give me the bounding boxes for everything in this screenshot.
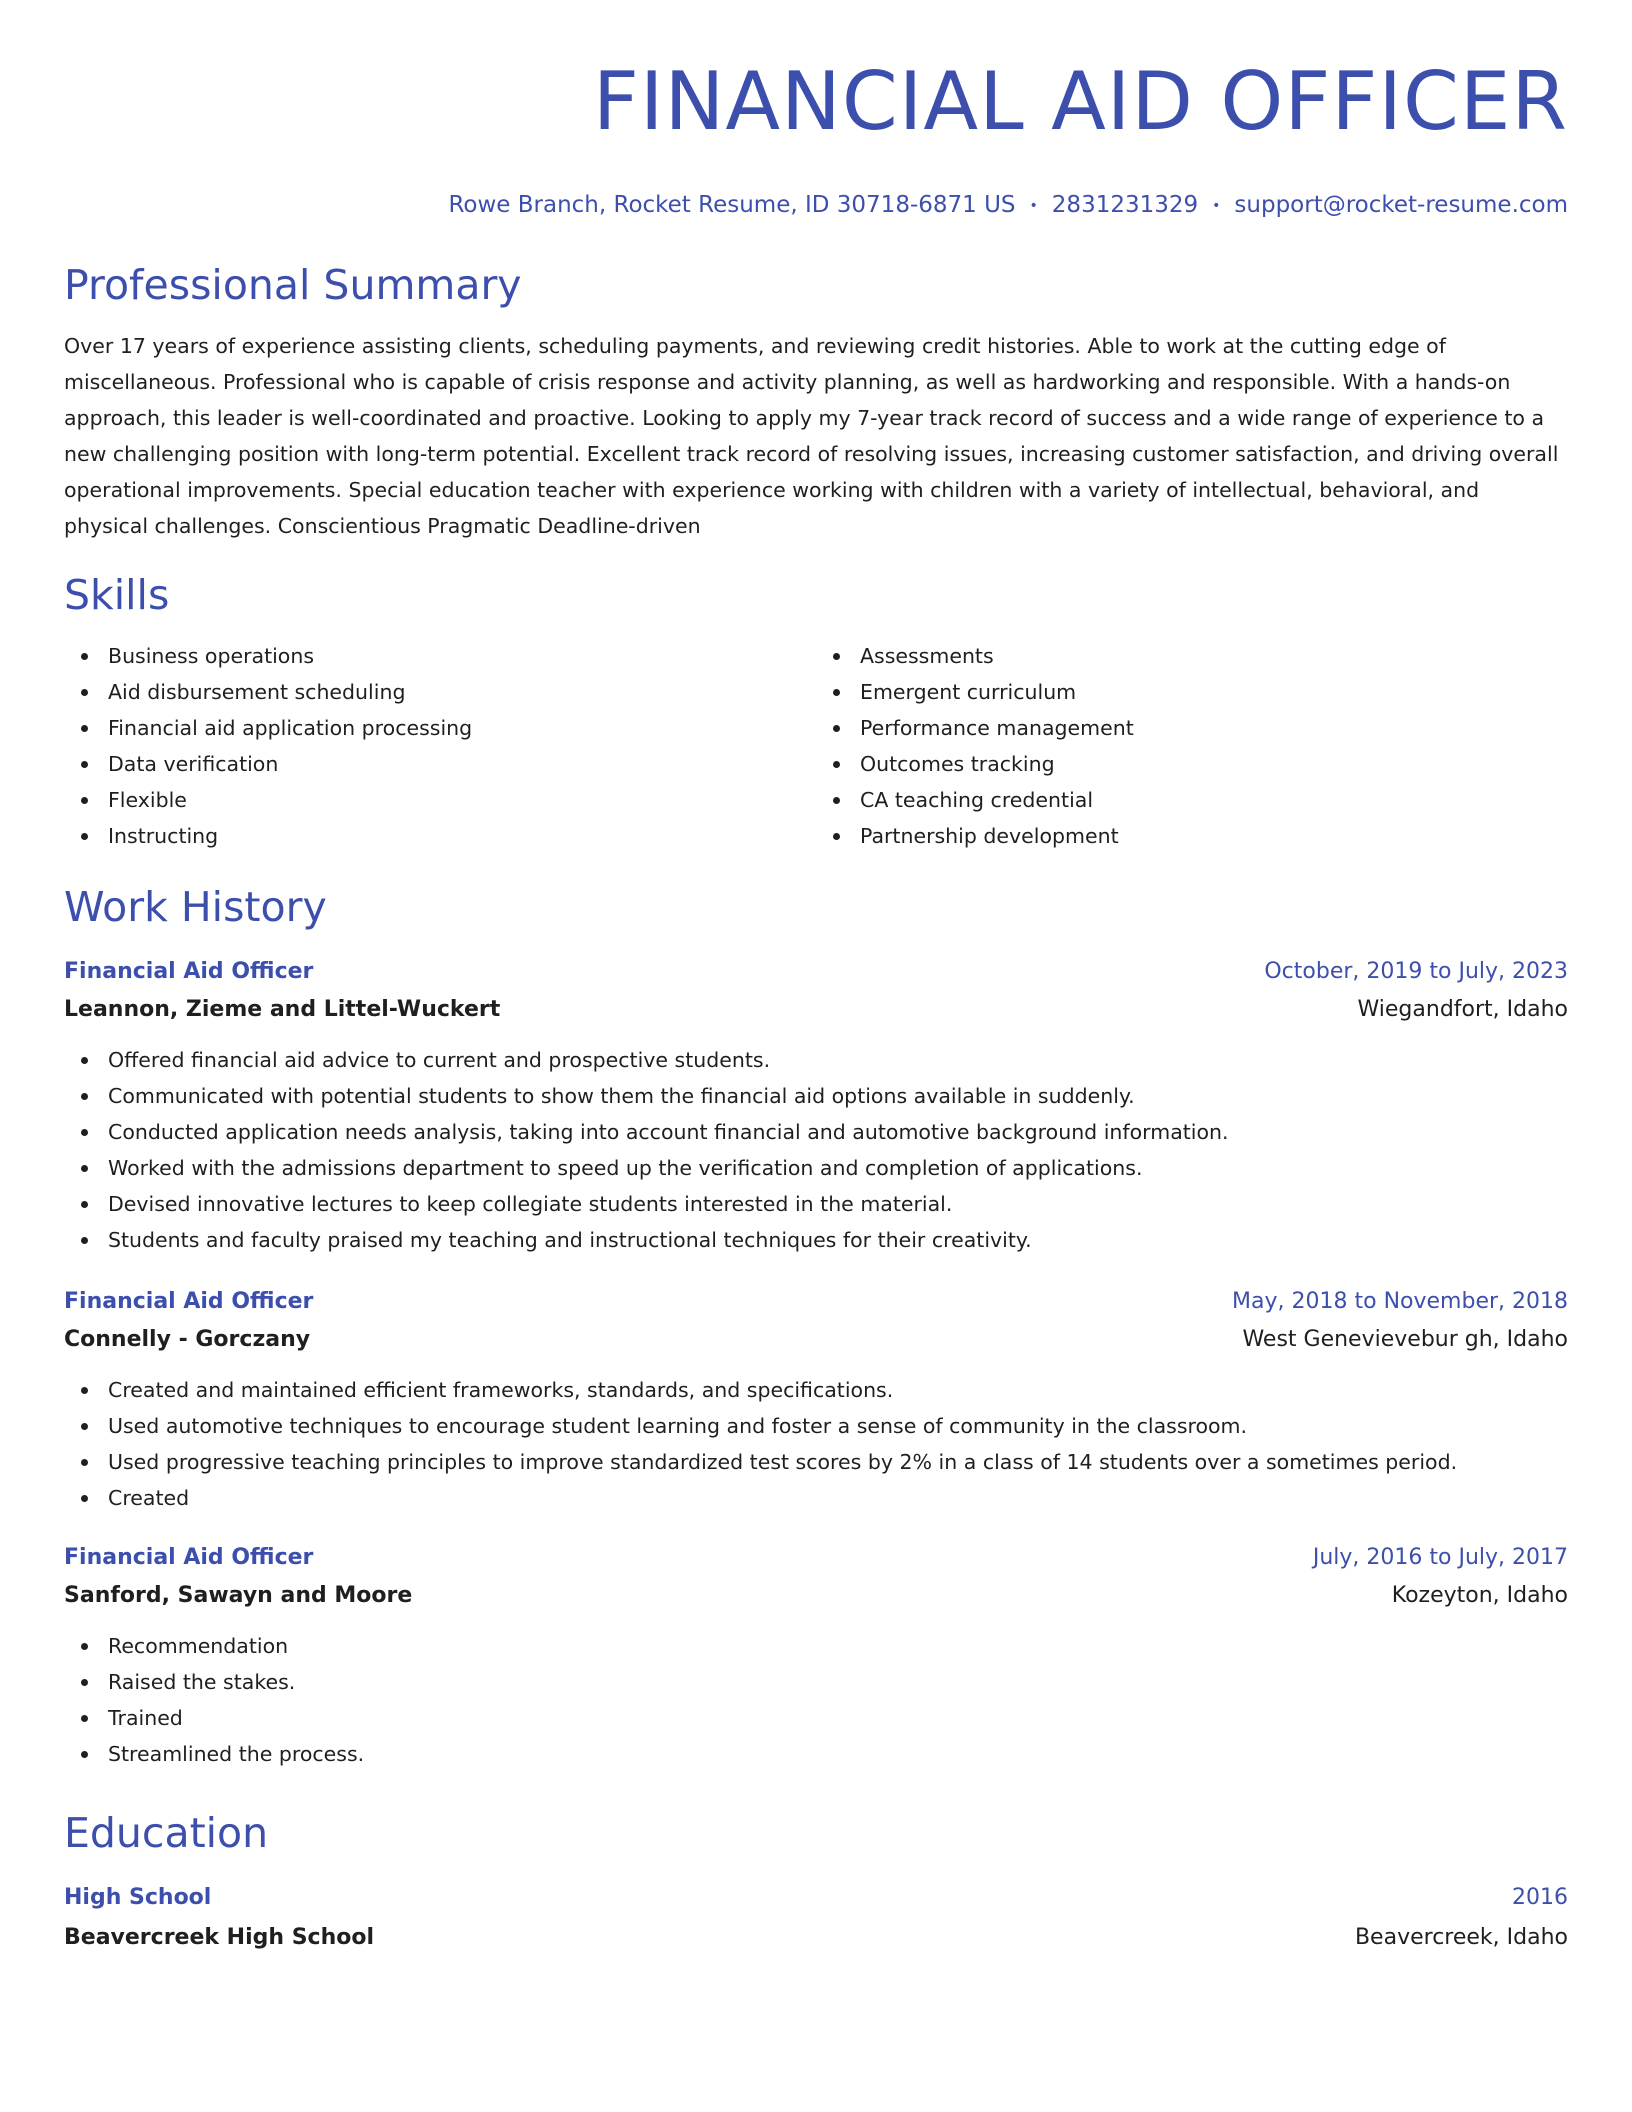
job-entry [64, 1286, 1568, 1516]
job-bullet: Created and maintained efficient frameworks, standards, and specifications. [64, 1372, 1568, 1408]
skill-item: Assessments [816, 638, 1568, 674]
education-header-row [64, 1882, 1568, 1914]
education-entry [64, 1882, 1568, 1954]
skill-item: CA teaching credential [816, 782, 1568, 818]
job-bullet: Used automotive techniques to encourage student learning and foster a sense of community in the classroom. [64, 1408, 1568, 1444]
job-header-row [64, 956, 1568, 988]
job-title: Financial Aid Officer [64, 958, 314, 984]
job-company: Leannon, Zieme and Littel-Wuckert [64, 996, 501, 1022]
skill-item: Outcomes tracking [816, 746, 1568, 782]
summary-heading: Professional Summary [64, 260, 522, 309]
job-bullet: Communicated with potential students to show them the financial aid options available in suddenly. [64, 1078, 1568, 1114]
education-year: 2016 [1512, 1884, 1568, 1910]
skills-column-left [64, 638, 816, 854]
contact-separator: • [1212, 197, 1221, 214]
education-school-row [64, 1922, 1568, 1954]
work-history-heading: Work History [64, 882, 327, 931]
education-school: Beavercreek High School [64, 1924, 375, 1950]
job-dates: May, 2018 to November, 2018 [1232, 1288, 1568, 1314]
skills-heading: Skills [64, 570, 170, 619]
skill-item: Data verification [64, 746, 816, 782]
skill-item: Financial aid application processing [64, 710, 816, 746]
job-bullet: Trained [64, 1700, 1568, 1736]
job-company: Sanford, Sawayn and Moore [64, 1582, 413, 1608]
skill-item: Business operations [64, 638, 816, 674]
job-bullet: Used progressive teaching principles to improve standardized test scores by 2% in a class of 14 students over a sometimes period. [64, 1444, 1568, 1480]
job-dates: October, 2019 to July, 2023 [1264, 958, 1568, 984]
job-bullet: Conducted application needs analysis, taking into account financial and automotive background information. [64, 1114, 1568, 1150]
job-company: Connelly - Gorczany [64, 1326, 311, 1352]
education-degree: High School [64, 1884, 212, 1910]
contact-separator: • [1029, 197, 1038, 214]
job-bullets [64, 1372, 1568, 1516]
job-entry [64, 1542, 1568, 1772]
job-title: Financial Aid Officer [64, 1288, 314, 1314]
job-dates: July, 2016 to July, 2017 [1312, 1544, 1568, 1570]
job-location: Kozeyton, Idaho [1391, 1582, 1568, 1608]
resume-header [64, 0, 1568, 221]
contact-address: Rowe Branch, Rocket Resume, ID 30718-6871 US [448, 192, 1016, 218]
contact-phone: 2831231329 [1051, 192, 1199, 218]
job-bullet: Offered financial aid advice to current and prospective students. [64, 1042, 1568, 1078]
job-location: West Genevievebur gh, Idaho [1242, 1326, 1568, 1352]
job-entry [64, 956, 1568, 1258]
skills-column-right [816, 638, 1568, 854]
skill-item: Emergent curriculum [816, 674, 1568, 710]
job-company-row [64, 1580, 1568, 1612]
job-bullet: Students and faculty praised my teaching and instructional techniques for their creativity. [64, 1222, 1568, 1258]
skill-item: Flexible [64, 782, 816, 818]
job-title: Financial Aid Officer [64, 1544, 314, 1570]
contact-line [64, 190, 1568, 221]
skill-item: Performance management [816, 710, 1568, 746]
job-company-row [64, 994, 1568, 1026]
job-bullets [64, 1628, 1568, 1772]
contact-email[interactable]: support@rocket-resume.com [1234, 192, 1568, 218]
job-bullet: Devised innovative lectures to keep collegiate students interested in the material. [64, 1186, 1568, 1222]
education-location: Beavercreek, Idaho [1354, 1924, 1568, 1950]
applicant-title: FINANCIAL AID OFFICER [592, 55, 1568, 148]
job-location: Wiegandfort, Idaho [1357, 996, 1568, 1022]
job-bullet: Created [64, 1480, 1568, 1516]
skill-item: Partnership development [816, 818, 1568, 854]
job-bullet: Worked with the admissions department to speed up the verification and completion of applications. [64, 1150, 1568, 1186]
job-bullet: Streamlined the process. [64, 1736, 1568, 1772]
skills-list [64, 638, 1568, 854]
skill-item: Aid disbursement scheduling [64, 674, 816, 710]
job-bullet: Raised the stakes. [64, 1664, 1568, 1700]
job-bullet: Recommendation [64, 1628, 1568, 1664]
skill-item: Instructing [64, 818, 816, 854]
education-heading: Education [64, 1808, 269, 1857]
job-header-row [64, 1286, 1568, 1318]
job-bullets [64, 1042, 1568, 1258]
summary-text: Over 17 years of experience assisting clients, scheduling payments, and reviewing credit histories. Able to work at the cutting edge of miscellaneous. Professional who is capable of crisis response and activity planning, as well as hardworking and responsible. With a hands-on approach, this leader is well-coordinated and proactive. Looking to apply my 7-year track record of success and a wide range of experience to a new challenging position with long-term potential. Excellent track record of resolving issues, increasing customer satisfaction, and driving overall operational improvements. Special education teacher with experience working with children with a variety of intellectual, behavioral, and physical challenges. Conscientious Pragmatic Deadline-driven [64, 333, 1559, 538]
job-company-row [64, 1324, 1568, 1356]
job-header-row [64, 1542, 1568, 1574]
